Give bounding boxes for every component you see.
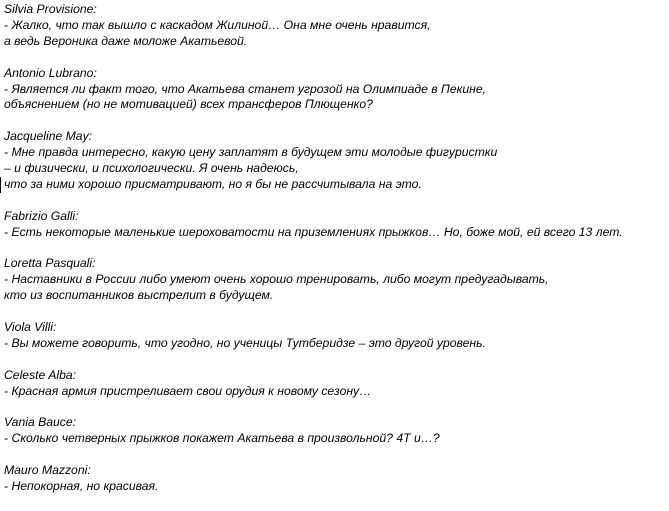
comment-line: – и физически, и психологически. Я очень надеюсь, xyxy=(4,161,299,176)
comment-line: а ведь Вероника даже моложе Акатьевой. xyxy=(4,33,248,48)
comment-author: Viola Villi: xyxy=(4,320,57,335)
comment-author: Celeste Alba: xyxy=(4,367,77,382)
comment-author: Vania Bauce: xyxy=(4,415,77,430)
comment-entry xyxy=(4,129,666,193)
comment-entry xyxy=(4,66,666,114)
comment-entry xyxy=(4,2,666,50)
comment-line: - Наставники в России либо умеют очень хорошо тренировать, либо могут предугадывать, xyxy=(4,272,549,287)
comment-line: - Вы можете говорить, что угодно, но ученицы Тутберидзе – это другой уровень. xyxy=(4,335,486,350)
comment-line: - Сколько четверных прыжков покажет Акатьева в произвольной? 4Т и…? xyxy=(4,431,440,446)
comment-entry xyxy=(4,320,666,352)
comment-author: Antonio Lubrano: xyxy=(4,65,97,80)
comment-line: - Мне правда интересно, какую цену заплатят в будущем эти молодые фигуристки xyxy=(4,145,498,160)
comment-line: кто из воспитанников выстрелит в будущем. xyxy=(4,288,274,303)
comment-line: - Красная армия пристреливает свои орудия к новому сезону… xyxy=(4,383,372,398)
comment-line: - Непокорная, но красивая. xyxy=(4,479,159,494)
comment-entry xyxy=(4,415,666,447)
comment-line-with-text-cursor[interactable]: что за ними хорошо присматривают, но я бы не рассчитывала на это. xyxy=(0,177,666,193)
comment-line: - Является ли факт того, что Акатьева станет угрозой на Олимпиаде в Пекине, xyxy=(4,81,487,96)
comment-entry xyxy=(4,256,666,304)
comment-author: Loretta Pasquali: xyxy=(4,256,96,271)
comment-author: Silvia Provisione: xyxy=(4,2,97,16)
comment-author: Fabrizio Galli: xyxy=(4,208,79,223)
comment-line: - Жалко, что так вышло с каскадом Жилиной… Она мне очень нравится, xyxy=(4,17,431,32)
comment-line: объяснением (но не мотивацией) всех трансферов Плющенко? xyxy=(4,97,373,112)
comment-entry xyxy=(4,368,666,400)
comment-entry xyxy=(4,463,666,495)
comment-line: - Есть некоторые маленькие шероховатости на приземлениях прыжков… Но, боже мой, ей всего 13 лет. xyxy=(4,224,623,239)
comment-author: Jacqueline May: xyxy=(4,129,93,144)
comment-entry xyxy=(4,209,666,241)
document-body xyxy=(4,2,666,511)
comment-author: Mauro Mazzoni: xyxy=(4,463,91,478)
